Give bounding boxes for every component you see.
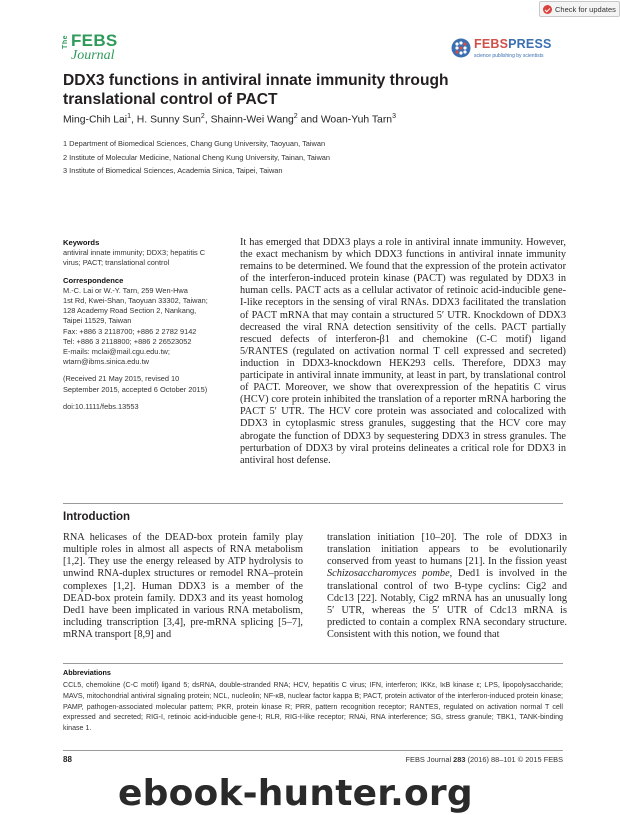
correspondence-heading: Correspondence [63, 275, 124, 285]
species-name: Schizosaccharomyces pombe [327, 568, 450, 580]
affiliation-1: 1 Department of Biomedical Sciences, Chang Gung University, Taoyuan, Taiwan [63, 139, 326, 148]
keywords-heading: Keywords [63, 238, 100, 247]
author-affiliation-number: 2 [293, 113, 298, 120]
doi-link[interactable]: doi:10.1111/febs.13553 [63, 401, 139, 411]
author-name: Shainn-Wei Wang [210, 114, 294, 126]
journal-citation: FEBS Journal 283 (2016) 88–101 © 2015 FEBS [405, 755, 563, 764]
page-number: 88 [63, 755, 72, 764]
author-name: Woan-Yuh Tarn [320, 114, 393, 126]
correspondence-line: Fax: +886 3 2118700; +886 2 2782 9142 [63, 326, 197, 336]
author-affiliation-number: 2 [200, 113, 205, 120]
abbreviations-text: CCL5, chemokine (C-C motif) ligand 5; dsRNA, double-stranded RNA; HCV, hepatitis C virus; IFN, interferon; IKKε, IκB kinase ε; LPS, lipopolysaccharide; MAVS, mitochondrial antiviral signaling protein; NCL, nucleolin; NF-κB, nuclear factor kappa B; PACT, protein activator of the interferon-induced protein kinase; PAMP, pathogen-associated molecular pattern; PKR, protein kinase R; PRR, pattern recognition receptor; RANTES, regulated on activation normal T cell expressed and secreted; RIG-I, retinoic acid-inducible gene-I; RLR, RIG-I-like receptor; RNAi, RNA interference; SG, stress granule; TBK1, TANK-binding kinase 1. [63, 681, 563, 733]
section-divider [63, 503, 563, 504]
intro-column-right [327, 532, 567, 641]
correspondence-line: 1st Rd, Kwei-Shan, Taoyuan 33302, Taiwan; [63, 296, 208, 306]
correspondence-line: wtarn@ibms.sinica.edu.tw [63, 357, 149, 367]
intro-column-left [63, 532, 303, 641]
footer-divider [63, 750, 563, 751]
check-for-updates-label: Check for updates [555, 4, 616, 14]
check-circle-icon [543, 5, 552, 14]
journal-logo [62, 32, 142, 66]
keywords-line: antiviral innate immunity; DDX3; hepatitis C [63, 248, 206, 258]
intro-paragraph-right: translation initiation [10–20]. The role of DDX3 in translation initiation appears to be evolutionarily conserved from yeast to humans [21]. In the fission yeast Schizosaccharomyces pombe, Ded1 is involved in the translational control of two B-type cyclins: Cig2 and Cdc13 [22]. Notably, Cig2 mRNA has an unusually long 5′ UTR, whereas the 5′ UTR of Cdc13 mRNA is predicted to contain a complex RNA secondary structure. Consistent with this notion, we found that [327, 532, 567, 641]
publisher-tagline: science publishing by scientists [474, 53, 544, 59]
article-title: DDX3 functions in antiviral innate immunity through translational control of PACT [63, 72, 449, 108]
journal-logo-the: The [62, 35, 69, 49]
correspondence-line: Tel: +886 3 2118800; +886 2 26523052 [63, 336, 192, 346]
febs-press-mark-icon [451, 38, 471, 58]
author-affiliation-number: 1 [127, 113, 132, 120]
author-affiliation-number: 3 [392, 113, 396, 120]
correspondence-line: M.-C. Lai or W.-Y. Tarn, 259 Wen-Hwa [63, 285, 188, 295]
affiliations [63, 137, 583, 178]
affiliation-2: 2 Institute of Molecular Medicine, National Cheng Kung University, Tainan, Taiwan [63, 152, 331, 162]
received-line: (Received 21 May 2015, revised 10 [63, 374, 180, 384]
journal-logo-journal: Journal [71, 48, 115, 63]
abbreviations-divider [63, 663, 563, 664]
watermark-text: ebook-hunter.org [118, 773, 473, 814]
journal-logo-febs: FEBS [71, 31, 118, 50]
affiliation-3: 3 Institute of Biomedical Sciences, Academia Sinica, Taipei, Taiwan [63, 166, 283, 175]
correspondence-line: 128 Academy Road Section 2, Nankang, [63, 306, 197, 316]
publisher-logo [451, 36, 561, 64]
publisher-name: FEBSPRESS [474, 37, 552, 51]
keywords-line: virus; PACT; translational control [63, 258, 170, 268]
author-name: H. Sunny Sun [136, 114, 201, 126]
check-for-updates-button[interactable] [539, 1, 620, 17]
author-name: Ming-Chih Lai [63, 114, 128, 126]
correspondence-line: Taipei 11529, Taiwan [63, 316, 132, 326]
author-list: Ming-Chih Lai$^1$, H. Sunny Sun$^2$, Shainn-Wei Wang$^2$ and Woan-Yuh Tarn$^3$ [63, 113, 396, 126]
correspondence-line: E-mails: mclai@mail.cgu.edu.tw; [63, 347, 170, 357]
article-metadata [63, 238, 223, 412]
abbreviations-heading: Abbreviations [63, 668, 111, 677]
abstract: It has emerged that DDX3 plays a role in antiviral innate immunity. However, the exact mechanism by which DDX3 functions in antiviral innate immunity remains to be determined. We found that the expression of the protein activator of the interferon-induced protein kinase (PACT) was regulated by DDX3 in human cells. PACT acts as a cellular activator of retinoic acid-inducible gene-I-like receptors in the sensing of viral RNAs. DDX3 facilitated the translation of PACT mRNA that may contain a structured 5′ UTR. Knockdown of DDX3 decreased the viral RNA detection sensitivity of the cells. PACT partially rescued defects of interferon-β1 and chemokine (C-C motif) ligand 5/RANTES (regulated on activation normal T cell expressed and secreted) induction in DDX3-knockdown HEK293 cells. Therefore, DDX3 may participate in antiviral innate immunity, at least in part, by translational control of PACT. Moreover, we show that overexpression of the hepatitis C virus (HCV) core protein inhibited the translation of a reporter mRNA harboring the PACT 5′ UTR. The HCV core protein was associated and colocalized with DDX3 in cytoplasmic stress granules, suggesting that the HCV core may abrogate the function of DDX3 by sequestering DDX3 in stress granules. The perturbation of DDX3 by viral proteins delineates a critical role for DDX3 in antiviral host defense. [240, 237, 566, 466]
received-line: September 2015, accepted 6 October 2015) [63, 384, 208, 394]
intro-paragraph-left: RNA helicases of the DEAD-box protein family play multiple roles in almost all aspects of RNA metabolism [1,2]. They use the energy released by ATP hydrolysis to unwind RNA-duplex structures or remodel RNA–protein complexes [1,2]. Human DDX3 is a member of the DEAD-box protein family. DDX3 and its yeast homolog Ded1 have been implicated in various RNA metabolism, including transcription [3,4], pre-mRNA splicing [5–7], mRNA transport [8,9] and [63, 532, 303, 641]
introduction-heading: Introduction [63, 511, 131, 523]
